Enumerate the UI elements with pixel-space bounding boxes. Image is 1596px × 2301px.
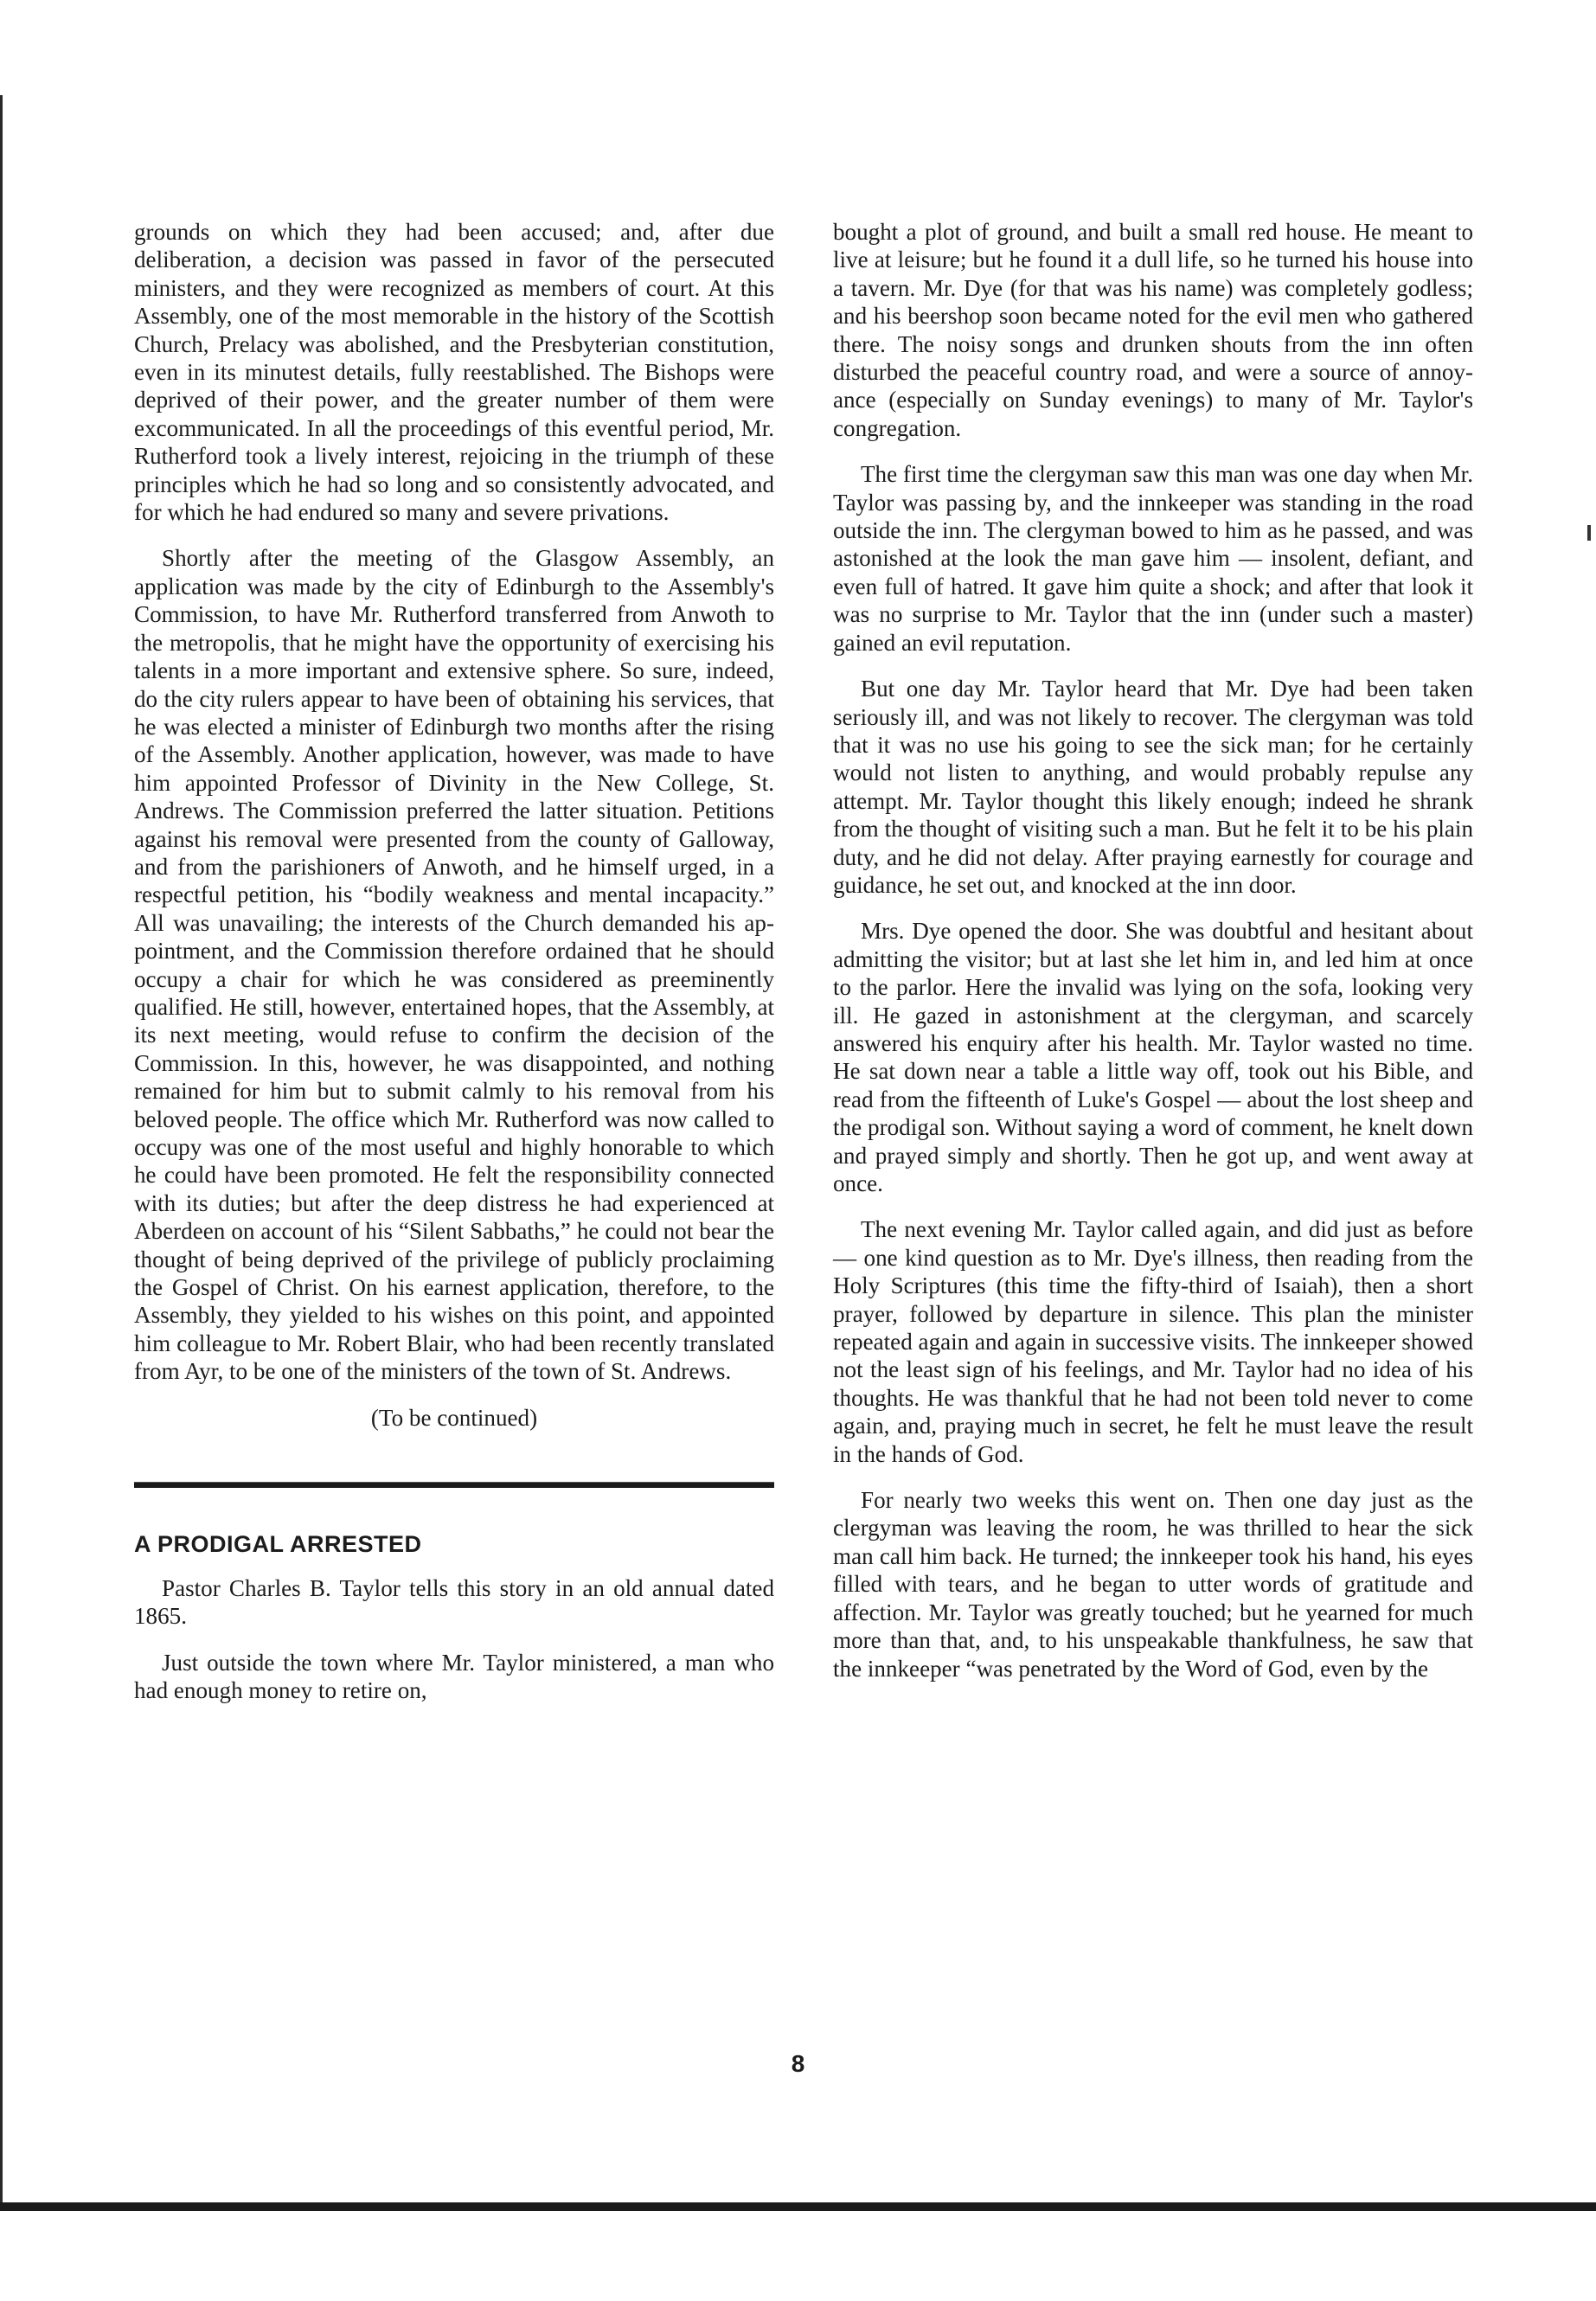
article-paragraph-1: Pastor Charles B. Taylor tells this story in an old annual dated 1865. [134, 1575, 774, 1630]
page-number: 8 [791, 2050, 805, 2077]
article-paragraph-2: Just outside the town where Mr. Taylor ministered, a man who had enough money to retire on, [134, 1649, 774, 1704]
right-paragraph-4: Mrs. Dye opened the door. She was doubtful and hesitant about admitting the visitor; but at last she let him in, and led him at once to the parlor. Here the invalid was lying on the sofa, looking very ill. He gazed in astonishment at the clergyman, and scarcely answered his enquiry after his health. Mr. Taylor wasted no time. He sat down near a table a little way off, took out his Bible, and read from the fifteenth of Luke's Gospel — about the lost sheep and the prodigal son. Without saying a word of comment, he knelt down and prayed simply and shortly. Then he got up, and went away at once. [833, 918, 1473, 1196]
right-paragraph-2: The first time the clergyman saw this man was one day when Mr. Taylor was passing by, and the innkeeper was standing in the road outside the inn. The clergyman bowed to him as he passed, and was astonished at the look the man gave him — insolent, defiant, and even full of hatred. It gave him quite a shock; and after that look it was no surprise to Mr. Taylor that the inn (under such a master) gained an evil reputation. [833, 461, 1473, 656]
right-paragraph-5: The next evening Mr. Taylor called again, and did just as before — one kind question as to Mr. Dye's illness, then reading from the Holy Scriptures (this time the fifty-third of Isaiah), then a short prayer, followed by departure in silence. This plan the minister repeated again and again in successive visits. The innkeeper showed not the least sign of his feelings, and Mr. Taylor had no idea of his thoughts. He was thankful that he had not been told never to come again, and, praying much in secret, he felt he must leave the result in the hands of God. [833, 1216, 1473, 1467]
left-column [134, 218, 774, 1723]
section-divider [134, 1482, 774, 1488]
article-title: A PRODIGAL ARRESTED [134, 1531, 422, 1558]
right-paragraph-6: For nearly two weeks this went on. Then one day just as the clergyman was leaving the room, he was thrilled to hear the sick man call him back. He turned; the innkeeper took his hand, his eyes filled with tears, and he began to utter words of gratitude and affection. Mr. Taylor was greatly touched; but he yearned for much more than that, and, to his unspeakable thankfulness, he saw that the innkeeper “was penetrated by the Word of God, even by the [833, 1487, 1473, 1682]
left-paragraph-1: grounds on which they had been accused; and, after due deliberation, a decision was passed in favor of the persecuted ministers, and they were recognized as members of court. At this Assembly, one of the most memorable in the history of the Scottish Church, Prelacy was abolished, and the Presbyterian constitution, even in its minutest details, fully reestablished. The Bishops were deprived of their power, and the greater number of them were excommunicated. In all the proceedings of this eventful period, Mr. Rutherford took a lively interest, rejoicing in the triumph of these principles which he had so long and so consistently advocated, and for which he had endured so many and severe privations. [134, 219, 774, 526]
scan-edge-bottom [0, 2202, 1596, 2211]
right-paragraph-3: But one day Mr. Taylor heard that Mr. Dye had been taken seriously ill, and was not likely to recover. The clergyman was told that it was no use his going to see the sick man; for he certainly would not listen to anything, and would probably repulse any attempt. Mr. Taylor thought this likely enough; indeed he shrank from the thought of visiting such a man. But he felt it to be his plain duty, and he did not delay. After praying earnestly for courage and guidance, he set out, and knocked at the inn door. [833, 676, 1473, 898]
left-paragraph-2: Shortly after the meeting of the Glasgow Assembly, an application was made by the city of Edinburgh to the Assembly's Commission, to have Mr. Rutherford transferred from Anwoth to the metropolis, that he might have the opportunity of exercising his talents in a more important and extensive sphere. So sure, indeed, do the city rulers appear to have been of obtaining his services, that he was elected a minister of Edinburgh two months after the rising of the Assembly. Another application, however, was made to have him appointed Professor of Divinity in the New College, St. Andrews. The Commission preferred the latter situation. Petitions against his removal were presented from the county of Galloway, and from the parishioners of Anwoth, and he himself urged, in a respectful petition, his “bodily weakness and mental incapacity.” All was unavailing; the interests of the Church demanded his appointment, and the Commission therefore ordained that he should occupy a chair for which he was considered as preeminently qualified. He still, however, entertained hopes, that the Assembly, at its next meeting, would refuse to confirm the decision of the Commission. In this, however, he was disappointed, and nothing remained for him but to submit calmly to his removal from his beloved people. The office which Mr. Rutherford was now called to occupy was one of the most useful and highly honorable to which he could have been promoted. He felt the responsibility connected with its duties; but after the deep distress he had experienced at Aberdeen on account of his “Silent Sabbaths,” he could not bear the thought of being deprived of the privilege of publicly proclaiming the Gospel of Christ. On his earnest application, therefore, to the Assembly, they yielded to his wishes on this point, and appointed him colleague to Mr. Robert Blair, who had been recently translated from Ayr, to be one of the ministers of the town of St. Andrews. [134, 545, 774, 1385]
margin-mark [1587, 525, 1591, 541]
right-paragraph-1: bought a plot of ground, and built a small red house. He meant to live at leisure; but he found it a dull life, so he turned his house into a tavern. Mr. Dye (for that was his name) was completely godless; and his beershop soon became noted for the evil men who gathered there. The noisy songs and drunken shouts from the inn often disturbed the peaceful country road, and were a source of annoyance (especially on Sunday evenings) to many of Mr. Taylor's congregation. [833, 219, 1473, 441]
continued-note: (To be continued) [370, 1404, 538, 1431]
right-column [833, 218, 1473, 1701]
